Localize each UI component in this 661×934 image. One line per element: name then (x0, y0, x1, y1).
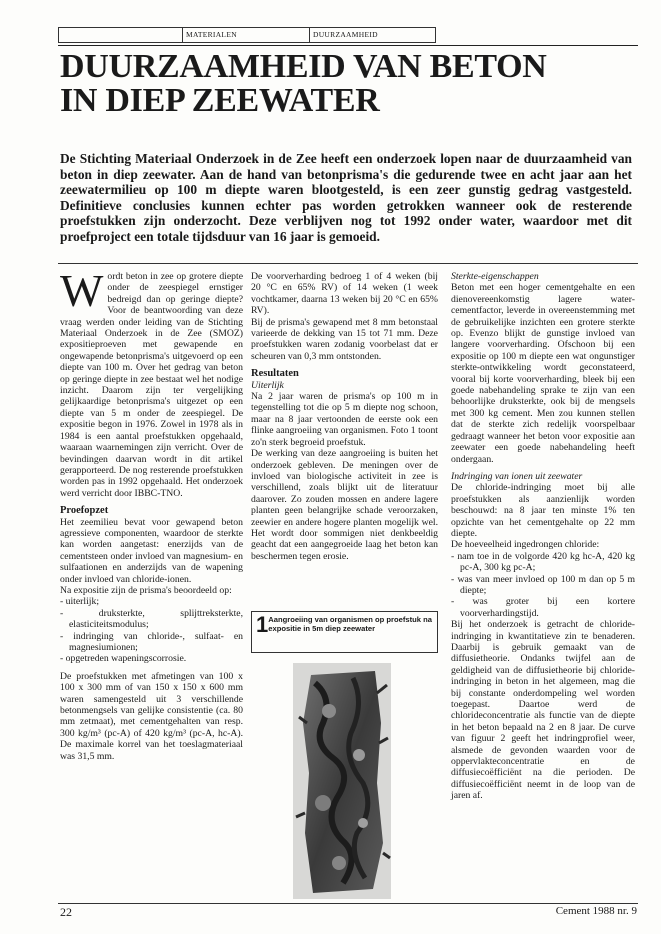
specimen-photo (293, 663, 391, 899)
paragraph: De werking van deze aangroeiing is buiten het onderzoek gebleven. De meningen over de invloed van biologische activiteit in zee is verschillend, zoals blijkt uit de literatuur daarover. Zo zouden mossen en andere lagere planten geen belangrijke schade veroorzaken, zeewier en andere hogere planten mogelijk wel. Het wordt door sommigen niet denkbeeldig geacht dat een aangegroeide laag het beton kan beschermen tegen erosie. (251, 448, 438, 562)
heading-proefopzet: Proefopzet (60, 505, 109, 517)
subheading-uiterlijk: Uiterlijk (251, 379, 284, 391)
figure-caption-box (251, 611, 438, 653)
section-header (58, 27, 436, 43)
list-item: - nam toe in de volgorde 420 kg hc-A, 420 kg pc-A, 300 kg pc-A; (451, 550, 635, 574)
list-item: - druksterkte, splijttreksterkte, elasticiteitsmodulus; (60, 607, 243, 631)
drop-cap: W (60, 265, 104, 316)
header-tab-materialen: MATERIALEN (183, 28, 310, 42)
paragraph: Beton met een hoger cementgehalte en een dienovereenkomstig lagere water-cementfactor, leverde in overeenstemming met de gebruikelijke inzichten een grotere sterkte op. Evenzo blijkt de gunstige invloed van langere voorverharding. Ofschoon bij een expositie op 100 m diepte een wat ongunstiger sterkte-ontwikkeling wordt geconstateerd, vooral bij korte voorverharding, bleek bij een goede nabehandeling sprake te zijn van een behoorlijke druksterkte, ook bij de mengsels met 300 kg cement. Men zou kunnen stellen dat de sterkte zich redelijk voorspelbaar gedraagt wanneer het beton voor expositie aan zeewater een goede nabehandeling heeft ondergaan. (451, 282, 635, 465)
header-tab-duurzaamheid: DUURZAAMHEID (313, 30, 378, 39)
paragraph: De hoeveelheid ingedrongen chloride: (451, 539, 600, 551)
title-rule (58, 45, 638, 46)
figure-1 (251, 611, 438, 906)
paragraph: De proefstukken met afmetingen van 100 x 100 x 300 mm of van 150 x 150 x 600 mm waren samengesteld uit 3 verschillende betonmengsels van gelijke consistentie (ca. 80 mm zetmaat), met cementgehalten van resp. 300 kg/m³ (pc-A) of 420 kg/m³ (pc-A, hc-A). De maximale korrel van het toeslagmateriaal was 31,5 mm. (60, 670, 243, 762)
list-item: - was van meer invloed op 100 m dan op 5 m diepte; (451, 573, 635, 596)
column-1 (60, 265, 243, 762)
paragraph: Bij het onderzoek is getracht de chloride-indringing in kwantitatieve zin te benaderen. Daarbij is gebruik gemaakt van de diffusietheorie. Ondanks twijfel aan de geldigheid van de diffusietheorie bij chloride-indringing in beton in het algemeen, mag die bij constante onderdompeling wel worden toegepast. Daartoe werd de chlorideconcentratie als functie van de diepte in het beton bepaald na 2 en 8 jaar. De curve van figuur 2 geeft het indringprofiel weer, alsmede de gevonden waarden voor de oppervlakteconcentratie en de diffusiecoëfficiënt na die perioden. De diffusiecoëfficiënt neemt in de loop van de jaren af. (451, 619, 635, 802)
subheading-sterkte: Sterkte-eigenschappen (451, 271, 539, 282)
page-number: 22 (60, 905, 72, 919)
lead-paragraph: De Stichting Materiaal Onderzoek in de Zee heeft een onderzoek lopen naar de duurzaamheid van beton in diep zeewater. Aan de hand van betonprisma's die gedurende twee en acht jaar aan het zeewatermilieu op 100 m diepte waren blootgesteld, is een zeer gunstig gedrag vastgesteld. Definitieve conclusies kunnen echter pas worden getrokken wanneer ook de resterende proefstukken zijn onderzocht. Deze verblijven nog tot 1992 onder water, waardoor met dit proefproject een totale tijdsduur van 16 jaar is gemoeid. (60, 151, 632, 244)
list-item: - was groter bij een kortere voorverhardingstijd. (451, 596, 635, 619)
list-item: - uiterlijk; (60, 596, 100, 608)
paragraph: Na 2 jaar waren de prisma's op 100 m in tegenstelling tot die op 5 m diepte nog schoon, maar na 8 jaar vertoonden de eerste ook een flinke aangroeiing van organismen. Foto 1 toont zo'n sterk begroeid proefstuk. (251, 391, 438, 448)
article-title (60, 50, 640, 118)
header-blank-cell (59, 28, 183, 42)
footer-rule (58, 903, 638, 904)
column-3 (451, 271, 635, 802)
title-line-2: IN DIEP ZEEWATER (60, 82, 380, 119)
intro-paragraph: ordt beton in zee op grotere diepte onder de zeespiegel ernstiger bedreigd dan op geringe diepte? Voor de beantwoording van deze vraag werden onder leiding van de Stichting Materiaal Onderzoek in de Zee (SMOZ) expositieproeven met gewapende en ongewapende betonprisma's uitgevoerd op een diepte van 100 m. Over het gedrag van beton op geringe diepte in zee bestaat wel het nodige inzicht. Daarom zijn ter vergelijking gelijkaardige betonprisma's uitgezet op een diepte van 5 m onder de zeespiegel. De expositie begon in 1976. Zowel in 1978 als in 1984 is een aantal proefstukken opgehaald, waaraan waarnemingen zijn verricht. Over de bevindingen daarvan wordt in dit artikel gerapporteerd. De nog resterende proefstukken worden pas in 1992 opgehaald. Het onderzoek werd verricht door IBBC-TNO. (60, 271, 243, 499)
list-item: - indringing van chloride-, sulfaat- en magnesiumionen; (60, 630, 243, 653)
title-line-1: DUURZAAMHEID VAN BETON (60, 48, 547, 85)
journal-issue: Cement 1988 nr. 9 (555, 905, 637, 917)
paragraph: Het zeemilieu bevat voor gewapend beton agressieve componenten, waardoor de sterkte kan worden aangetast: enerzijds van de cementsteen onder invloed van magnesium- en sulfaationen en anderzijds van de wapening onder invloed van chloride-ionen. (60, 516, 243, 585)
subheading-indringing: Indringing van ionen uit zeewater (451, 470, 583, 482)
heading-resultaten: Resultaten (251, 368, 299, 380)
paragraph: Bij de prisma's gewapend met 8 mm betonstaal varieerde de dekking van 15 tot 71 mm. Deze proefstukken waren zodanig voorbelast dat er scheuren van 0,3 mm ontstonden. (251, 316, 438, 362)
list-item: - opgetreden wapeningscorrosie. (60, 653, 187, 665)
paragraph: De chloride-indringing moet bij alle proefstukken als aanzienlijk worden beschouwd: na 8 jaar ten minste 1% ten opzichte van het cementgehalte op 22 mm diepte. (451, 482, 635, 539)
column-2 (251, 271, 438, 562)
figure-number: 1 (256, 612, 269, 637)
paragraph: De voorverharding bedroeg 1 of 4 weken (bij 20 °C en 65% RV) of 14 weken (1 week vochtkamer, daarna 13 weken bij 20 °C en 65% RV). (251, 271, 438, 317)
lead-rule (58, 263, 638, 264)
paragraph: Na expositie zijn de prisma's beoordeeld op: (60, 584, 232, 596)
figure-caption: Aangroeiing van organismen op proefstuk na expositie in 5m diep zeewater (268, 615, 432, 633)
